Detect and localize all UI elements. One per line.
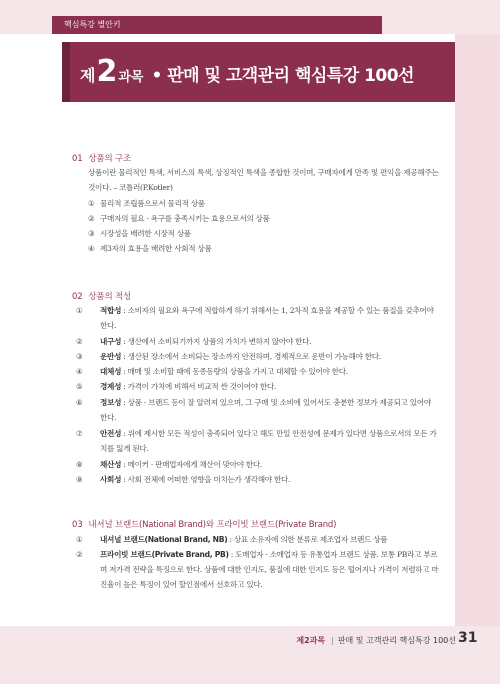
item-term: 안전성 xyxy=(100,429,122,438)
list-item xyxy=(76,349,440,364)
header-tab-label: 핵심특강 별안키 xyxy=(64,20,121,29)
list-item xyxy=(76,395,440,425)
section-number: 03 xyxy=(72,520,83,530)
section-heading xyxy=(72,518,336,530)
item-marker: ② xyxy=(76,550,83,559)
section-title: 상품의 구조 xyxy=(88,154,131,164)
footer-separator: | xyxy=(331,636,334,645)
item-text: 구매자의 필요 · 욕구를 충족시키는 효용으로서의 상품 xyxy=(100,214,270,223)
section-number: 02 xyxy=(72,292,83,302)
item-term: 내구성 xyxy=(100,337,122,346)
item-text: : 생산에서 소비되기까지 상품의 가치가 변하지 않아야 한다. xyxy=(121,337,312,346)
list-item xyxy=(76,334,440,349)
item-text: 제3자의 효용을 배려한 사회적 상품 xyxy=(100,244,212,253)
item-marker: ② xyxy=(88,214,95,223)
item-text: : 매매 및 소비할 때에 동종동량의 상품을 가지고 대체할 수 있어야 한다. xyxy=(121,367,348,376)
chapter-number: 2 xyxy=(96,54,118,89)
item-term: 채산성 xyxy=(100,460,122,469)
item-marker: ⑦ xyxy=(76,429,83,438)
item-marker: ④ xyxy=(76,367,83,376)
item-text: : 사회 전체에 어떠한 영향을 미치는가 생각해야 한다. xyxy=(121,475,291,484)
chapter-suffix: 과목 xyxy=(118,70,144,85)
section-heading xyxy=(72,152,131,164)
chapter-prefix: 제 xyxy=(80,66,96,85)
list-item xyxy=(76,379,440,394)
list-item xyxy=(76,472,440,487)
item-marker: ⑧ xyxy=(76,460,83,469)
item-term: 정보성 xyxy=(100,398,122,407)
item-text: : 상표 소유자에 의한 분류로 제조업자 브랜드 상품 xyxy=(227,535,388,544)
header-tab xyxy=(52,16,382,34)
item-term: 대체성 xyxy=(100,367,122,376)
list-item xyxy=(76,457,440,472)
item-text: 물리적 조립품으로서 물리적 상품 xyxy=(100,199,205,208)
item-marker: ④ xyxy=(88,244,95,253)
section-number: 01 xyxy=(72,154,83,164)
banner-notch xyxy=(62,42,70,102)
item-marker: ⑨ xyxy=(76,475,83,484)
running-footer xyxy=(296,635,456,646)
side-panel xyxy=(455,34,500,626)
item-text: : 도매업자 · 소매업자 등 유통업자 브랜드 상품. 보통 PB라고 부르며 저가격 전략을 특징으로 한다. 상품에 대한 인지도, 품질에 대한 인지도 등은 떨어지나 가격이 저렴하고 마진율이 높은 특징이 있어 할인점에서 선호하고 있다. xyxy=(100,550,439,589)
list-item xyxy=(88,241,440,256)
item-text: : 소비자의 필요와 욕구에 적합하게 하기 위해서는 1, 2차적 효용을 제공할 수 있는 품질을 갖추어야 한다. xyxy=(100,306,434,330)
item-marker: ① xyxy=(76,535,83,544)
item-text: : 가격이 가치에 비해서 비교적 싼 것이어야 한다. xyxy=(121,382,277,391)
item-text: 시장성을 배려한 시장적 상품 xyxy=(100,229,191,238)
item-text: : 위에 제시한 모든 적성이 충족되어 있다고 해도 만일 안전성에 문제가 있다면 상품으로서의 모든 가치를 잃게 된다. xyxy=(100,429,437,453)
item-marker: ③ xyxy=(88,229,95,238)
item-term: 내셔널 브랜드(National Brand, NB) xyxy=(100,535,228,544)
list-item xyxy=(88,211,440,226)
page-number: 31 xyxy=(458,630,478,646)
item-term: 프라이빗 브랜드(Private Brand, PB) xyxy=(100,550,229,559)
list-item xyxy=(76,364,440,379)
item-term: 운반성 xyxy=(100,352,122,361)
item-term: 경제성 xyxy=(100,382,122,391)
item-marker: ⑤ xyxy=(76,382,83,391)
footer-subject: 제2과목 xyxy=(296,636,326,645)
chapter-banner xyxy=(70,42,455,102)
item-marker: ① xyxy=(76,306,83,315)
list-item xyxy=(76,547,440,592)
item-marker: ② xyxy=(76,337,83,346)
item-marker: ① xyxy=(88,199,95,208)
item-marker: ③ xyxy=(76,352,83,361)
item-text: : 상품 · 브랜드 등이 잘 알려져 있으며, 그 구매 및 소비에 있어서도 충분한 정보가 제공되고 있어야 한다. xyxy=(100,398,431,422)
section-title: 내셔널 브랜드(National Brand)와 프라이빗 브랜드(Private Brand) xyxy=(88,520,337,530)
item-term: 적합성 xyxy=(100,306,122,315)
list-item xyxy=(76,303,440,333)
footer-title: 판매 및 고객관리 핵심특강 100선 xyxy=(337,636,456,645)
item-text: : 메이커 · 판매업자에게 채산이 맞아야 한다. xyxy=(121,460,262,469)
chapter-title xyxy=(70,54,414,89)
item-term: 사회성 xyxy=(100,475,122,484)
list-item xyxy=(76,426,440,456)
list-item xyxy=(88,196,440,211)
list-item xyxy=(88,226,440,241)
item-marker: ⑥ xyxy=(76,398,83,407)
item-text: : 생산된 장소에서 소비되는 장소까지 안전하며, 경제적으로 운반이 가능해야 한다. xyxy=(121,352,381,361)
chapter-main-title: • 판매 및 고객관리 핵심특강 100선 xyxy=(151,66,414,86)
section-heading xyxy=(72,290,131,302)
list-item xyxy=(76,532,440,547)
section-intro: 상품이란 물리적인 특색, 서비스의 특색, 상징적인 특색을 종합한 것이며, 구매자에게 만족 및 편익을 제공해주는 것이다. – 코틀러(P.Kotler) xyxy=(88,168,439,192)
section-title: 상품의 적성 xyxy=(88,292,131,302)
